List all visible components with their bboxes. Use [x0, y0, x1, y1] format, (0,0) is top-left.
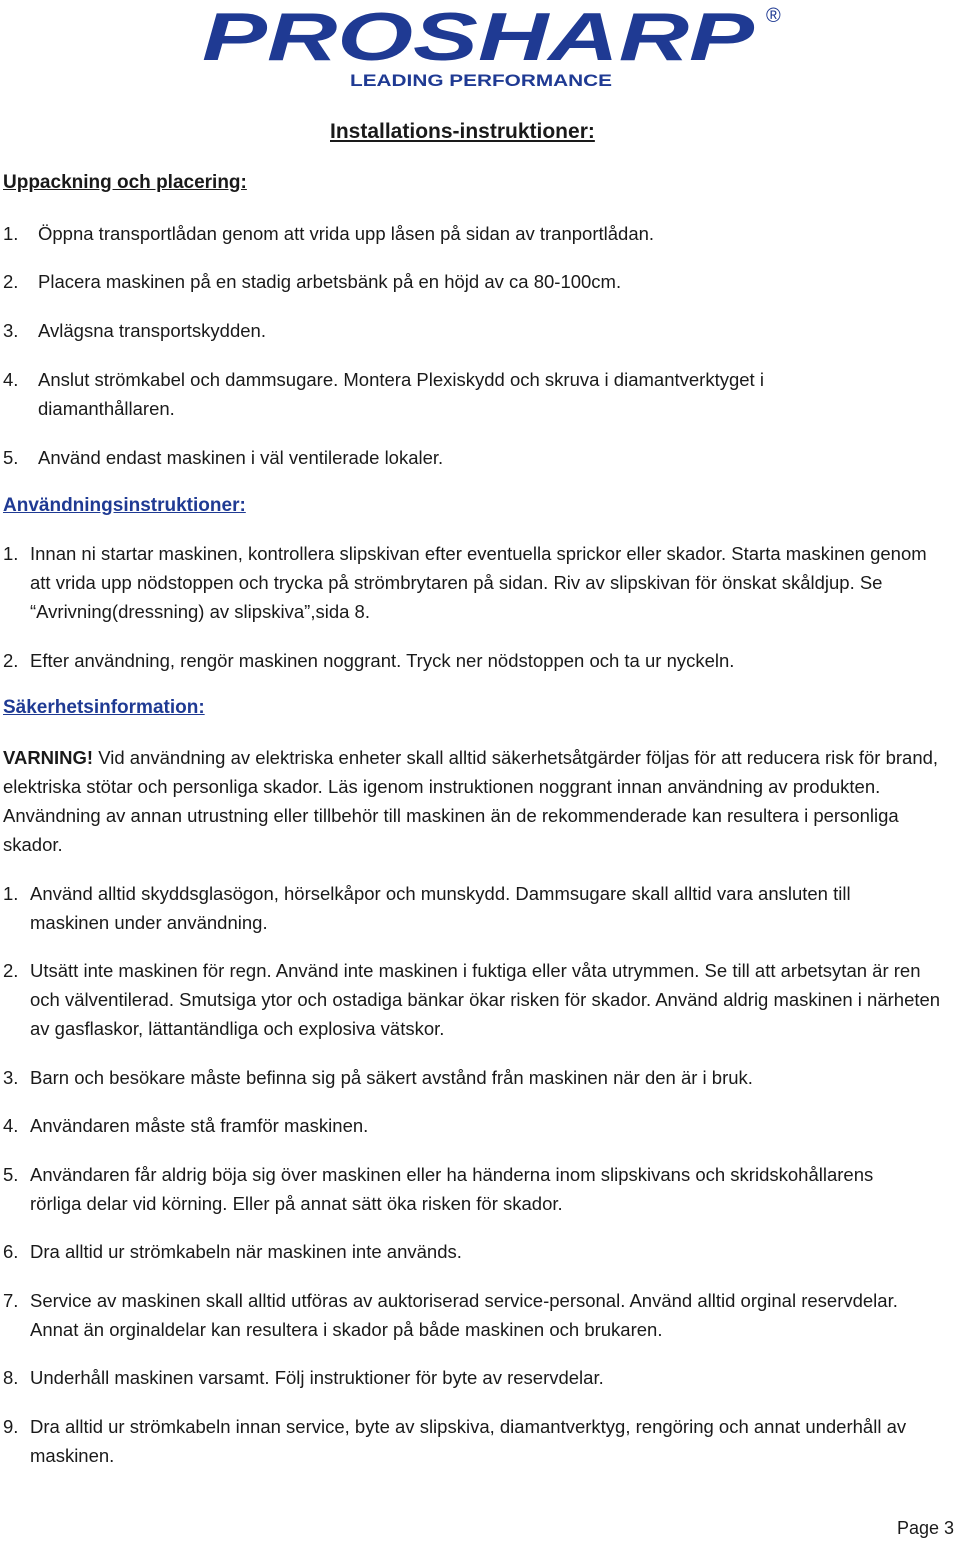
registered-mark: ®	[766, 5, 781, 27]
warning-label: VARNING!	[3, 747, 94, 768]
list-item: 4. Användaren måste stå framför maskinen.	[3, 1115, 369, 1136]
list-item: 2. Efter användning, rengör maskinen noggrant. Tryck ner nödstoppen och ta ur nyckeln.	[3, 650, 735, 671]
brand-logo	[200, 0, 790, 92]
heading-unpacking: Uppackning och placering:	[3, 172, 247, 193]
list-item: 9. Dra alltid ur strömkabeln innan service, byte av slipskiva, diamantverktyg, rengöring och annat underhåll av maskinen.	[3, 1416, 907, 1466]
page-number: Page 3	[896, 1518, 954, 1538]
list-item: 1. Innan ni startar maskinen, kontrollera slipskivan efter eventuella sprickor eller skador. Starta maskinen genom att vrida upp nödstoppen och trycka på strömbrytaren på sidan. Riv av slipskivan för önskat skåldjup. Se “Avrivning(dressning) av slipskiva”,sida 8.	[3, 543, 927, 622]
warning-paragraph: VARNING! Vid användning av elektriska enheter skall alltid säkerhetsåtgärder följas för att reducera risk för brand, elektriska stötar och personliga skador. Läs igenom instruktionen noggrant innan användning av produkten. Användning av annan utrustning eller tillbehör till maskinen än de rekommenderade kan resultera i personliga skador.	[3, 747, 939, 855]
page-title: Installations-instruktioner:	[330, 120, 595, 143]
list-item: 2. Placera maskinen på en stadig arbetsbänk på en höjd av ca 80-100cm.	[3, 271, 622, 292]
list-item: 3. Avlägsna transportskydden.	[3, 320, 266, 341]
heading-usage: Användningsinstruktioner:	[3, 495, 246, 516]
list-item: 1. Öppna transportlådan genom att vrida upp låsen på sidan av tranportlådan.	[3, 223, 655, 244]
logo-tagline: LEADING PERFORMANCE	[350, 71, 612, 90]
list-item: 3. Barn och besökare måste befinna sig på säkert avstånd från maskinen när den är i bruk.	[3, 1067, 753, 1088]
list-item: 1. Använd alltid skyddsglasögon, hörselkåpor och munskydd. Dammsugare skall alltid vara ansluten till maskinen under användning.	[3, 883, 851, 933]
list-item: 8. Underhåll maskinen varsamt. Följ instruktioner för byte av reservdelar.	[3, 1367, 604, 1388]
list-item: 7. Service av maskinen skall alltid utföras av auktoriserad service-personal. Använd alltid orginal reservdelar. Annat än orginaldelar kan resultera i skador på både maskinen och brukaren.	[3, 1290, 898, 1340]
list-item: 5. Använd endast maskinen i väl ventilerade lokaler.	[3, 447, 444, 468]
list-item: 2. Utsätt inte maskinen för regn. Använd inte maskinen i fuktiga eller våta utrymmen. Se till att arbetsytan är ren och välventilerad. Smutsiga ytor och ostadiga bänkar ökar risken för skador. Använd aldrig maskinen i närheten av gasflaskor, lättantändliga och explosiva vätskor.	[3, 960, 941, 1039]
list-item: 5. Användaren får aldrig böja sig över maskinen eller ha händerna inom slipskivans och skridskohållarens rörliga delar vid körning. Eller på annat sätt öka risken för skador.	[3, 1164, 874, 1214]
list-item: 6. Dra alltid ur strömkabeln när maskinen inte används.	[3, 1241, 462, 1262]
logo-wordmark: PROSHARP	[202, 0, 755, 75]
list-item: 4. Anslut strömkabel och dammsugare. Montera Plexiskydd och skruva i diamantverktyget i diamanthållaren.	[3, 369, 764, 419]
heading-safety: Säkerhetsinformation:	[3, 697, 205, 718]
proshal-logo-graphic	[200, 0, 790, 92]
